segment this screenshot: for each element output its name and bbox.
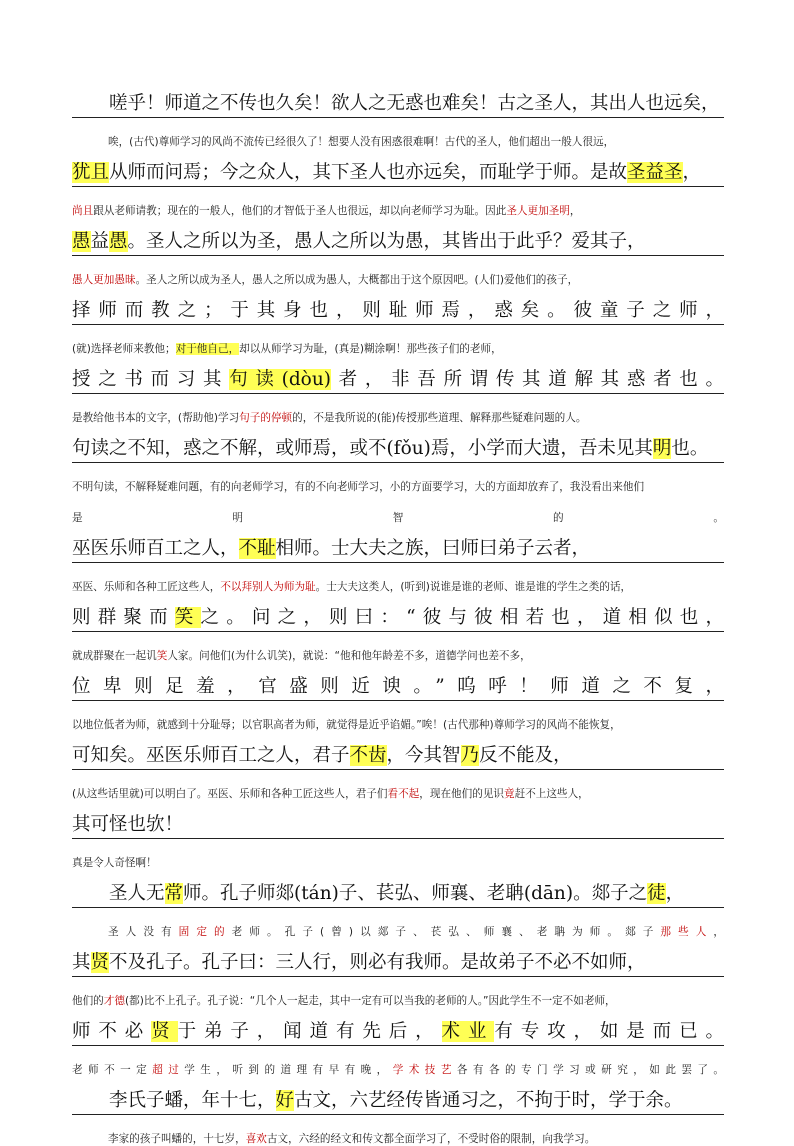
text-segment: 古文，六经的经文和传文都全面学习了，不受时俗的限制，向我学习。 (266, 1133, 596, 1145)
translation-line (72, 718, 724, 732)
classical-text-line (72, 368, 724, 394)
annotated-gloss: 尚且 (72, 205, 94, 217)
annotated-gloss: 愚人更加愚昧 (72, 274, 136, 286)
text-segment: 的，不是我所说的(能)传授那些道理、解释那些疑难问题的人。 (292, 412, 587, 424)
text-segment: 师不必 (72, 1021, 152, 1042)
text-segment: 李家的孩子叫蟠的，十七岁， (108, 1133, 246, 1145)
classical-text-line (72, 437, 724, 463)
text-segment: 以地位低者为师，就感到十分耻辱；以官职高者为师，就觉得是近乎谄媚。”唉！(古代那种)尊师学习的风尚不能恢复， (72, 719, 621, 731)
classical-text-line (72, 882, 724, 908)
text-segment: 学生，听到的道理有早有晚， (184, 1064, 393, 1076)
text-segment: (都)比不上孔子。孔子说：“几个人一起走，其中一定有可以当我的老师的人。”因此学生不一定不如老师， (124, 995, 616, 1007)
text-segment: 嗟乎！师道之不传也久矣！欲人之无惑也难矣！古之圣人，其出人也远矣， (109, 93, 720, 114)
highlighted-term: 不齿 (349, 745, 387, 766)
highlighted-term: 愚 (109, 231, 128, 252)
text-segment: 其可怪也欤！ (72, 814, 184, 835)
text-segment: 是教给他书本的文字，(帮助他)学习 (72, 412, 240, 424)
text-segment: 各有各的专门学习或研究，如此罢了。 (456, 1064, 724, 1076)
text-segment: 跟从老师请教；现在的一般人，他们的才智低于圣人也很远，却以向老师学习为耻。因此 (93, 205, 507, 217)
text-segment: 反不能及， (479, 745, 572, 766)
classical-text-line (72, 299, 724, 325)
text-segment: ， (569, 205, 581, 217)
text-segment: 。圣人之所以成为圣人，愚人之所以成为愚人，大概都出于这个原因吧。(人们)爱他们的孩子， (135, 274, 579, 286)
highlighted-term: 犹且 (72, 162, 110, 183)
text-segment: 圣人没有 (108, 926, 179, 938)
highlighted-term: 愚 (72, 231, 91, 252)
text-segment: 老师不一定 (72, 1064, 153, 1076)
classical-text-line (72, 744, 724, 770)
classical-text-line (72, 1089, 724, 1115)
classical-text-line (72, 161, 724, 187)
annotated-gloss: 那些人 (660, 926, 714, 938)
classical-text-line (72, 813, 724, 839)
text-segment: 则群聚而 (72, 607, 175, 628)
text-segment: ，现在他们的见识 (419, 788, 505, 800)
text-segment: 唉，(古代)尊师学习的风尚不流传已经很久了！想要人没有困惑很难啊！古代的圣人，他们超出一般人很远， (108, 136, 615, 148)
text-segment: 不明句读，不解释疑难问题，有的向老师学习，有的不向老师学习，小的方面要学习，大的方面却放弃了，我没看出来他们 (72, 481, 645, 493)
text-segment: 赶不上这些人， (514, 788, 589, 800)
text-segment: 择师而教之；于其身也，则耻师焉，惑矣。彼童子之师， (72, 300, 724, 321)
text-segment: 却以从师学习为耻，(真是)糊涂啊！那些孩子们的老师， (239, 343, 502, 355)
translation-line (72, 787, 724, 801)
translation-line (72, 856, 724, 870)
text-segment: ， (713, 926, 724, 938)
highlighted-term: 贤 (151, 1021, 178, 1042)
text-segment: 。圣人之所以为圣，愚人之所以为愚，其皆出于此乎？爱其子， (127, 231, 646, 252)
text-segment: 不及孔子。孔子曰：三人行，则必有我师。是故弟子不必不如师， (109, 952, 646, 973)
translation-line (72, 411, 724, 425)
translation-line (72, 273, 724, 287)
text-segment: 位卑则足羞，官盛则近谀。”呜呼！师道之不复， (72, 676, 724, 697)
text-segment: 相师。士大夫之族，曰师曰弟子云者， (275, 538, 591, 559)
highlighted-term: 句读(dòu) (229, 369, 331, 390)
text-segment: 句读之不知，惑之不解，或师焉，或不(fǒu)焉，小学而大遗，吾未见其 (72, 438, 653, 459)
highlighted-term: 常 (164, 883, 184, 904)
highlighted-term: 圣益圣 (627, 162, 683, 183)
translation-line (72, 580, 724, 594)
text-segment: 真是令人奇怪啊！ (72, 857, 157, 869)
translation-line (72, 1132, 724, 1146)
text-segment: 李氏子蟠，年十七， (109, 1090, 276, 1111)
translation-line (72, 1063, 724, 1077)
translation-line (72, 342, 724, 356)
text-segment: 可知矣。巫医乐师百工之人，君子 (72, 745, 350, 766)
translation-line (72, 511, 724, 525)
text-segment: 师。孔子师郯(tán)子、苌弘、师襄、老聃(dān)。郯子之 (183, 883, 648, 904)
text-segment: 。士大夫这类人，(听到)说谁是谁的老师、谁是谁的学生之类的话， (315, 581, 632, 593)
highlighted-term: 笑 (174, 607, 201, 628)
text-segment: 就成群聚在一起讥 (72, 650, 157, 662)
highlighted-term: 明 (652, 438, 672, 459)
translation-line (72, 480, 724, 494)
classical-text-line (72, 230, 724, 256)
annotated-gloss: 固定的 (178, 926, 232, 938)
text-segment: 是 明 智 的 。 (72, 512, 724, 524)
highlighted-term: 对于他自己， (175, 343, 240, 355)
text-segment: 于弟子，闻道有先后， (177, 1021, 442, 1042)
highlighted-term: 好 (275, 1090, 295, 1111)
text-segment: 授之书而习其 (72, 369, 230, 390)
annotated-gloss: 才德 (103, 995, 125, 1007)
highlighted-term: 贤 (90, 952, 110, 973)
text-segment: ， (665, 883, 685, 904)
text-segment: 古文，六艺经传皆通习之，不拘于时，学于余。 (294, 1090, 683, 1111)
annotated-gloss: 句子的停顿 (239, 412, 293, 424)
text-segment: 之。问之，则曰：“彼与彼相若也，道相似也， (200, 607, 724, 628)
annotated-gloss: 圣人更加圣明 (506, 205, 570, 217)
text-segment: 者，非吾所谓传其道解其惑者也。 (330, 369, 724, 390)
text-segment: ，今其智 (386, 745, 461, 766)
highlighted-term: 徒 (647, 883, 666, 904)
translation-line (72, 649, 724, 663)
translation-line (72, 994, 724, 1008)
classical-text-line (72, 92, 724, 118)
text-segment: 从师而问焉；今之众人，其下圣人也亦远矣，而耻学于师。是故 (109, 162, 628, 183)
text-segment: 也。 (671, 438, 709, 459)
text-segment: 圣人无 (109, 883, 165, 904)
text-segment: 有专攻，如是而已。 (494, 1021, 724, 1042)
text-segment: (从这些话里就)可以明白了。巫医、乐师和各种工匠这些人，君子们 (72, 788, 388, 800)
text-segment: 老师。孔子(曾)以郯子、苌弘、师襄、老聃为师。郯子 (231, 926, 661, 938)
text-segment: 其 (72, 952, 91, 973)
highlighted-term: 乃 (460, 745, 480, 766)
annotated-gloss: 竟 (504, 788, 515, 800)
annotated-gloss: 喜欢 (245, 1133, 267, 1145)
document-body (72, 92, 724, 1146)
annotated-gloss: 超过 (152, 1064, 185, 1076)
annotated-gloss: 不以拜别人为师为耻 (220, 581, 316, 593)
classical-text-line (72, 951, 724, 977)
text-segment: 他们的 (72, 995, 104, 1007)
classical-text-line (72, 537, 724, 563)
text-segment: 人家。问他们(为什么讥笑)，就说：“他和他年龄差不多，道德学问也差不多， (167, 650, 531, 662)
highlighted-term: 不耻 (238, 538, 276, 559)
annotated-gloss: 学术技艺 (392, 1064, 457, 1076)
translation-line (72, 925, 724, 939)
text-segment: (就)选择老师来教他； (72, 343, 176, 355)
translation-line (72, 135, 724, 149)
classical-text-line (72, 1020, 724, 1046)
classical-text-line (72, 606, 724, 632)
annotated-gloss: 笑 (156, 650, 168, 662)
text-segment: 巫医乐师百工之人， (72, 538, 239, 559)
translation-line (72, 204, 724, 218)
annotated-gloss: 看不起 (387, 788, 420, 800)
classical-text-line (72, 675, 724, 701)
text-segment: ， (682, 162, 702, 183)
text-segment: 巫医、乐师和各种工匠这些人， (72, 581, 221, 593)
text-segment: 益 (90, 231, 110, 252)
highlighted-term: 术业 (441, 1021, 495, 1042)
